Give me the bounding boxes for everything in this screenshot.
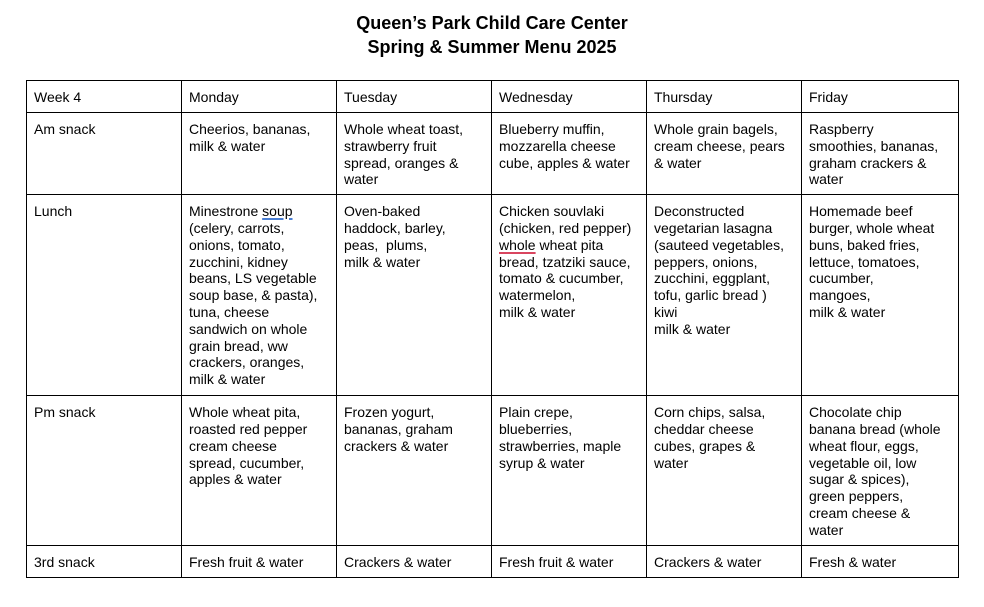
cell-line: Raspberry bbox=[809, 121, 874, 137]
menu-cell bbox=[182, 546, 337, 578]
cell-line: Crackers & water bbox=[654, 554, 762, 571]
cell-line: (sauteed vegetables, bbox=[654, 236, 784, 253]
cell-line: spread, cucumber, bbox=[189, 454, 305, 471]
grammar-marked-word: soup bbox=[262, 203, 293, 220]
cell-line: (chicken, red pepper) bbox=[499, 219, 632, 236]
cell-line: sugar & spices), bbox=[809, 471, 910, 488]
week-label: Week 4 bbox=[27, 81, 182, 113]
cell-line: & water bbox=[654, 154, 702, 171]
day-header: Wednesday bbox=[492, 81, 647, 113]
cell-line: mangoes, bbox=[809, 287, 871, 304]
cell-line: Fresh fruit & water bbox=[189, 554, 304, 571]
row-label: 3rd snack bbox=[27, 546, 182, 578]
cell-line: smoothies, bananas, bbox=[809, 137, 939, 154]
menu-cell bbox=[337, 546, 492, 578]
row-label: Am snack bbox=[27, 113, 182, 195]
cell-line: Cheerios, bananas, bbox=[189, 121, 311, 137]
menu-cell bbox=[337, 396, 492, 546]
cell-line: Plain crepe, bbox=[499, 404, 573, 421]
cell-line: apples & water bbox=[189, 471, 282, 488]
menu-cell bbox=[182, 113, 337, 195]
table-row-lunch bbox=[27, 195, 959, 396]
cell-line: Whole wheat pita, bbox=[189, 404, 301, 421]
cell-line bbox=[499, 237, 639, 254]
cell-line: buns, baked fries, bbox=[809, 236, 920, 253]
day-header: Monday bbox=[182, 81, 337, 113]
table-row-3rd-snack bbox=[27, 546, 959, 578]
cell-line: water bbox=[809, 521, 844, 538]
cell-line: milk & water bbox=[344, 253, 421, 270]
menu-cell bbox=[802, 195, 959, 396]
cell-line: crackers, oranges, bbox=[189, 354, 305, 371]
cell-line: Chicken souvlaki bbox=[499, 203, 605, 220]
table-row-am-snack bbox=[27, 113, 959, 195]
cell-line: tofu, garlic bread ) bbox=[654, 287, 767, 304]
cell-line: zucchini, eggplant, bbox=[654, 270, 770, 287]
cell-line: Deconstructed bbox=[654, 203, 745, 220]
document-subtitle: Spring & Summer Menu 2025 bbox=[367, 37, 617, 57]
cell-line: crackers & water bbox=[344, 437, 449, 454]
table-row-pm-snack bbox=[27, 396, 959, 546]
cell-line: cheddar cheese bbox=[654, 420, 754, 437]
cell-line: Fresh & water bbox=[809, 554, 897, 571]
cell-line: roasted red pepper bbox=[189, 420, 308, 437]
cell-line: burger, whole wheat bbox=[809, 219, 935, 236]
cell-line: beans, LS vegetable bbox=[189, 270, 317, 287]
cell-line: graham crackers & bbox=[809, 154, 927, 171]
cell-line: wheat flour, eggs, bbox=[809, 437, 919, 454]
cell-line: watermelon, bbox=[499, 287, 576, 304]
cell-line: bananas, graham bbox=[344, 420, 453, 437]
cell-line: cube, apples & water bbox=[499, 154, 630, 171]
cell-line: zucchini, kidney bbox=[189, 253, 288, 270]
cell-line: sandwich on whole bbox=[189, 320, 308, 337]
day-header: Thursday bbox=[647, 81, 802, 113]
cell-text: Minestrone bbox=[189, 203, 263, 220]
cell-line: haddock, barley, bbox=[344, 219, 446, 236]
spelling-marked-word: whole bbox=[499, 236, 536, 253]
cell-line: cream cheese, pears bbox=[654, 137, 785, 154]
cell-line: syrup & water bbox=[499, 454, 585, 471]
cell-line: Blueberry muffin, bbox=[499, 121, 605, 137]
cell-line: milk & water bbox=[654, 320, 731, 337]
day-header: Friday bbox=[802, 81, 959, 113]
menu-cell bbox=[182, 396, 337, 546]
menu-cell bbox=[802, 113, 959, 195]
cell-line: peppers, onions, bbox=[654, 253, 758, 270]
cell-line: grain bread, ww bbox=[189, 337, 288, 354]
cell-line: banana bread (whole bbox=[809, 420, 941, 437]
cell-line: vegetable oil, low bbox=[809, 454, 917, 471]
menu-cell bbox=[802, 396, 959, 546]
cell-line: milk & water bbox=[189, 371, 266, 388]
cell-line: Crackers & water bbox=[344, 554, 452, 571]
cell-line: kiwi bbox=[654, 303, 678, 320]
cell-line: Whole wheat toast, bbox=[344, 121, 464, 137]
cell-line: strawberry fruit bbox=[344, 137, 437, 154]
cell-text: wheat pita bbox=[535, 236, 604, 253]
menu-cell bbox=[647, 396, 802, 546]
document-title: Queen’s Park Child Care Center bbox=[356, 13, 628, 33]
cell-line: vegetarian lasagna bbox=[654, 219, 773, 236]
cell-line: green peppers, bbox=[809, 488, 904, 505]
cell-line: lettuce, tomatoes, bbox=[809, 253, 920, 270]
table-header-row bbox=[27, 81, 959, 113]
cell-line: milk & water bbox=[189, 137, 266, 154]
menu-cell bbox=[337, 113, 492, 195]
cell-line: milk & water bbox=[809, 303, 886, 320]
cell-line: (celery, carrots, bbox=[189, 219, 285, 236]
cell-line bbox=[189, 203, 329, 220]
cell-line: water bbox=[344, 171, 379, 188]
menu-cell bbox=[492, 396, 647, 546]
menu-cell bbox=[647, 195, 802, 396]
menu-cell bbox=[802, 546, 959, 578]
day-header: Tuesday bbox=[337, 81, 492, 113]
cell-line: peas, plums, bbox=[344, 236, 428, 253]
cell-line: tomato & cucumber, bbox=[499, 270, 624, 287]
menu-cell bbox=[647, 546, 802, 578]
cell-line: tuna, cheese bbox=[189, 303, 270, 320]
cell-line: water bbox=[809, 171, 844, 188]
menu-table bbox=[26, 80, 959, 578]
menu-cell bbox=[492, 195, 647, 396]
cell-line: mozzarella cheese bbox=[499, 137, 616, 154]
cell-line: cream cheese bbox=[189, 437, 277, 454]
menu-cell bbox=[337, 195, 492, 396]
cell-line: strawberries, maple bbox=[499, 437, 622, 454]
cell-line: spread, oranges & bbox=[344, 154, 459, 171]
document-header bbox=[0, 11, 984, 59]
cell-line: Homemade beef bbox=[809, 203, 913, 220]
cell-line: Oven-baked bbox=[344, 203, 421, 220]
cell-line: milk & water bbox=[499, 303, 576, 320]
cell-line: Corn chips, salsa, bbox=[654, 404, 766, 421]
cell-line: onions, tomato, bbox=[189, 236, 285, 253]
cell-line: bread, tzatziki sauce, bbox=[499, 253, 631, 270]
cell-line: cream cheese & bbox=[809, 504, 911, 521]
cell-line: Frozen yogurt, bbox=[344, 404, 435, 421]
cell-line: cucumber, bbox=[809, 270, 874, 287]
cell-line: Fresh fruit & water bbox=[499, 554, 614, 571]
cell-line: soup base, & pasta), bbox=[189, 287, 318, 304]
row-label: Lunch bbox=[27, 195, 182, 396]
menu-cell bbox=[492, 113, 647, 195]
cell-line: water bbox=[654, 454, 689, 471]
menu-cell bbox=[182, 195, 337, 396]
cell-line: Chocolate chip bbox=[809, 404, 902, 421]
cell-line: cubes, grapes & bbox=[654, 437, 756, 454]
menu-cell bbox=[492, 546, 647, 578]
cell-line: blueberries, bbox=[499, 420, 573, 437]
menu-cell bbox=[647, 113, 802, 195]
row-label: Pm snack bbox=[27, 396, 182, 546]
cell-line: Whole grain bagels, bbox=[654, 121, 778, 137]
